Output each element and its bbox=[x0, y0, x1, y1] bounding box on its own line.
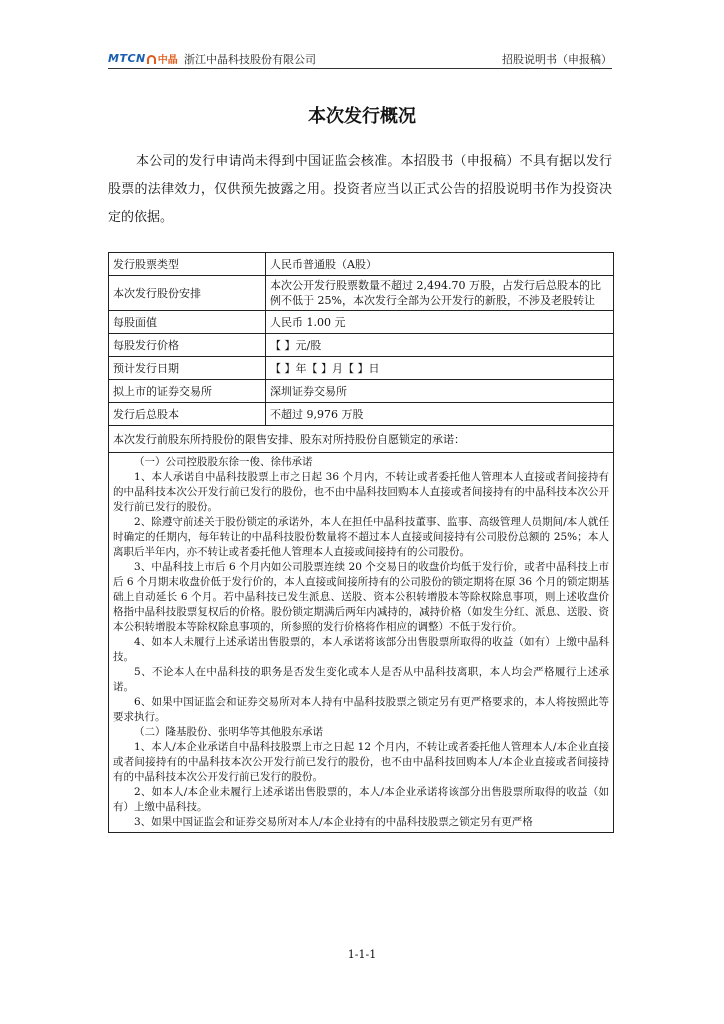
commitment-paragraph: 2、如本人/本企业未履行上述承诺出售股票的，本人/本企业承诺将该部分出售股票所取得的收益（如有）上缴中晶科技。 bbox=[113, 786, 609, 813]
row-label: 拟上市的证券交易所 bbox=[109, 380, 266, 403]
document-type: 招股说明书（申报稿） bbox=[502, 53, 612, 66]
table-row bbox=[109, 276, 614, 311]
page-title: 本次发行概况 bbox=[308, 106, 416, 127]
row-value: 本次公开发行股票数量不超过 2,494.70 万股，占发行后总股本的比例不低于 25%，本次发行全部为公开发行的新股，不涉及老股转让 bbox=[266, 276, 614, 311]
row-value: 【 】元/股 bbox=[266, 334, 614, 357]
commitment-paragraph: 4、如本人未履行上述承诺出售股票的，本人承诺将该部分出售股票所取得的收益（如有）上缴中晶科技。 bbox=[113, 636, 609, 663]
commitment-paragraph: 6、如果中国证监会和证券交易所对本人持有中晶科技股票之锁定另有更严格要求的，本人将按照此等要求执行。 bbox=[113, 696, 609, 723]
logo-cn-text: 中晶 bbox=[157, 54, 178, 66]
logo-text: MTCN bbox=[108, 51, 146, 65]
header-divider bbox=[108, 68, 612, 69]
row-label: 发行后总股本 bbox=[109, 403, 266, 426]
table-row bbox=[109, 426, 614, 453]
commitment-paragraph: 3、中晶科技上市后 6 个月内如公司股票连续 20 个交易日的收盘价均低于发行价，或者中晶科技上市后 6 个月期末收盘价低于发行价的，本人直接或间接所持有的公司股份的锁定期将在原 36 个月的锁定期基础上自动延长 6 个月。若中晶科技已发生派息、送股、资本公积转增股本等除权除息事项，则上述收盘价格指中晶科技股票复权后的价格。股份锁定期满后两年内减持的，减持价格（如发生分红、派息、送股、资本公积转增股本等除权除息事项的，所参照的发行价格将作相应的调整）不低于发行价。 bbox=[113, 561, 609, 633]
row-value: 不超过 9,976 万股 bbox=[266, 403, 614, 426]
offering-table bbox=[108, 252, 614, 833]
commitment-paragraph: 5、不论本人在中晶科技的职务是否发生变化或本人是否从中晶科技离职，本人均会严格履行上述承诺。 bbox=[113, 666, 609, 693]
row-label: 本次发行股份安排 bbox=[109, 276, 266, 311]
row-label: 每股面值 bbox=[109, 311, 266, 334]
commitment-paragraph: （二）隆基股份、张明华等其他股东承诺 bbox=[134, 726, 323, 738]
commitment-paragraph: 3、如果中国证监会和证券交易所对本人/本企业持有的中晶科技股票之锁定另有更严格 bbox=[134, 816, 533, 828]
commitment-paragraph: 1、本人承诺自中晶科技股票上市之日起 36 个月内，不转让或者委托他人管理本人直接或者间接持有的中晶科技本次公开发行前已发行的股份，也不由中晶科技回购本人直接或者间接持有的中晶科技本次公开发行前已发行的股份。 bbox=[113, 471, 609, 513]
page-header bbox=[108, 50, 612, 68]
row-value: 人民币 1.00 元 bbox=[266, 311, 614, 334]
table-row bbox=[109, 357, 614, 380]
table-row bbox=[109, 311, 614, 334]
logo-arc-icon bbox=[147, 55, 156, 64]
intro-paragraph: 本公司的发行申请尚未得到中国证监会核准。本招股书（申报稿）不具有据以发行股票的法律效力，仅供预先披露之用。投资者应当以正式公告的招股说明书作为投资决定的依据。 bbox=[108, 154, 612, 225]
table-row bbox=[109, 453, 614, 833]
company-name: 浙江中晶科技股份有限公司 bbox=[184, 53, 316, 66]
row-value: 深圳证券交易所 bbox=[266, 380, 614, 403]
table-row bbox=[109, 253, 614, 276]
table-row bbox=[109, 403, 614, 426]
commitment-heading: 本次发行前股东所持股份的限售安排、股东对所持股份自愿锁定的承诺： bbox=[109, 426, 614, 453]
row-value: 人民币普通股（A股） bbox=[266, 253, 614, 276]
row-label: 预计发行日期 bbox=[109, 357, 266, 380]
commitment-paragraph: 1、本人/本企业承诺自中晶科技股票上市之日起 12 个月内，不转让或者委托他人管理本人/本企业直接或者间接持有的中晶科技本次公开发行前已发行的股份，也不由中晶科技回购本人/本企业直接或者间接持有的中晶科技本次公开发行前已发行的股份。 bbox=[113, 741, 609, 783]
table-row bbox=[109, 380, 614, 403]
row-value: 【 】年【 】月【 】日 bbox=[266, 357, 614, 380]
page-number: 1-1-1 bbox=[347, 948, 377, 961]
company-logo bbox=[108, 51, 178, 65]
row-label: 每股发行价格 bbox=[109, 334, 266, 357]
row-label: 发行股票类型 bbox=[109, 253, 266, 276]
commitment-paragraph: 2、除遵守前述关于股份锁定的承诺外，本人在担任中晶科技董事、监事、高级管理人员期间/本人就任时确定的任期内，每年转让的中晶科技股份数量将不超过本人直接或间接持有公司股份总额的 25%；本人离职后半年内，亦不转让或者委托他人管理本人直接或间接持有的公司股份。 bbox=[113, 516, 609, 558]
commitment-paragraph: （一）公司控股股东徐一俊、徐伟承诺 bbox=[134, 456, 313, 468]
table-row bbox=[109, 334, 614, 357]
commitment-body bbox=[109, 453, 614, 833]
